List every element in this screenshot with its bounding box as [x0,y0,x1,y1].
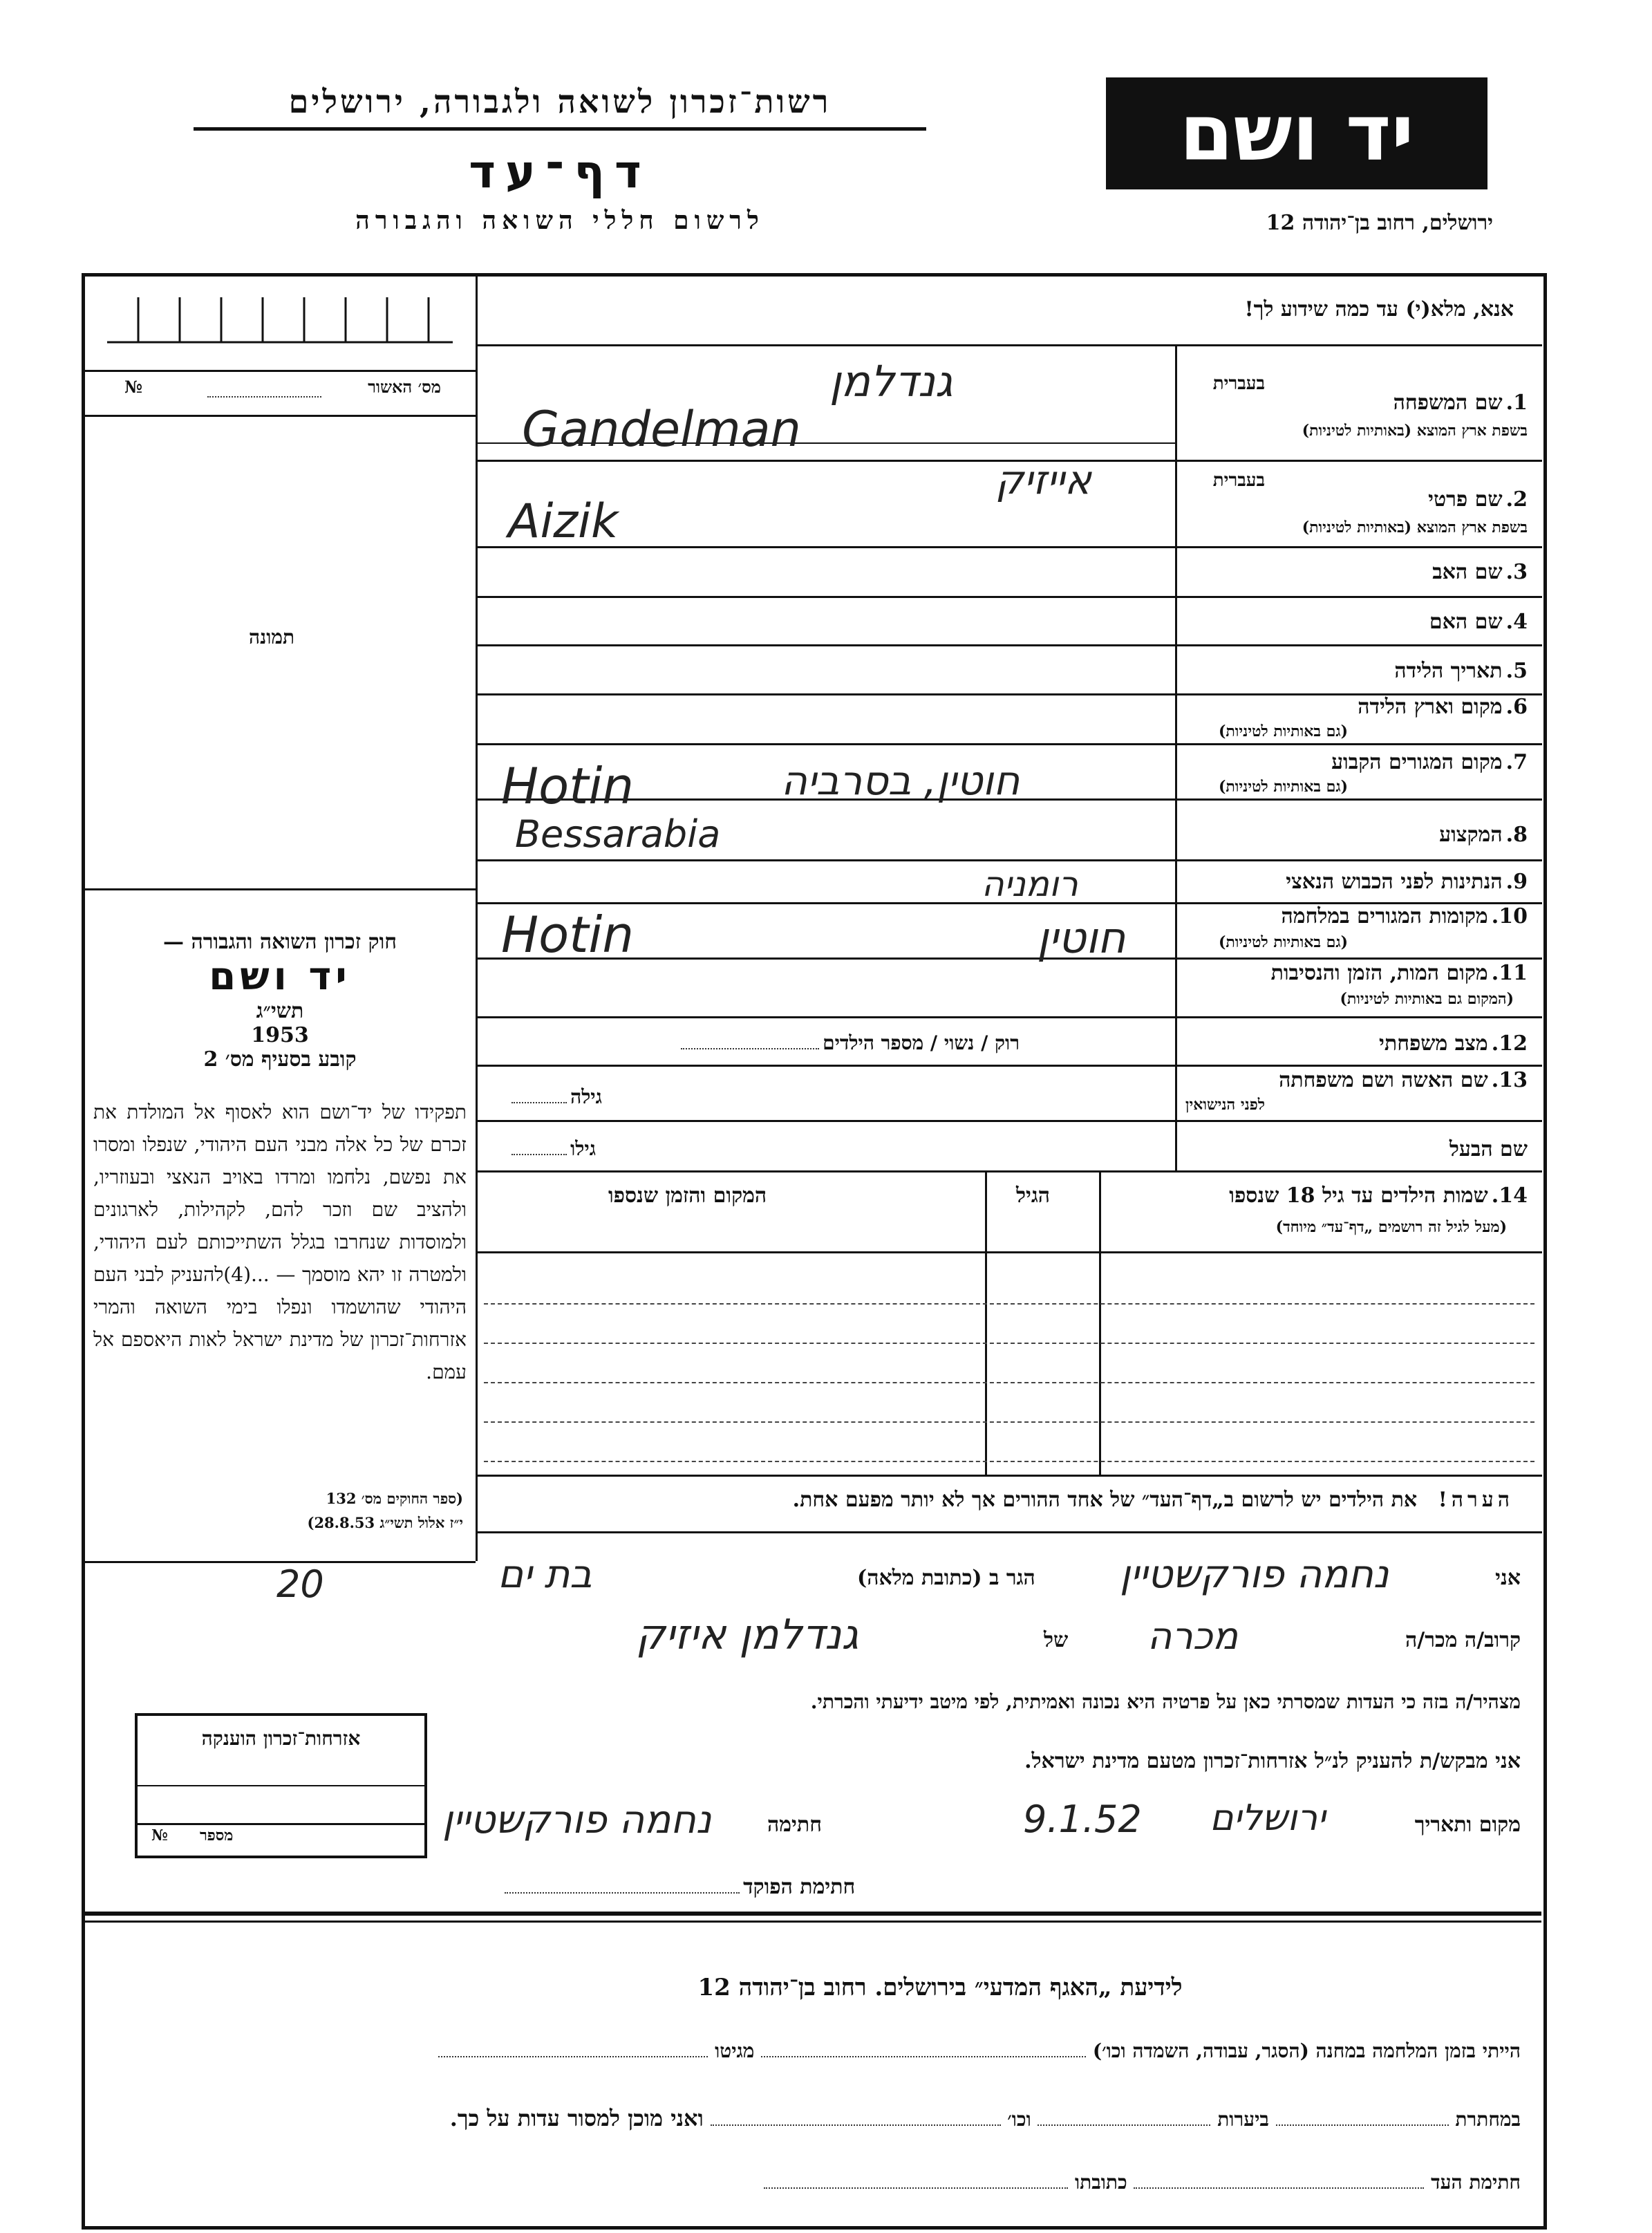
field-4-label [1429,610,1528,634]
f10-label: מקומות המגורים במלחמה [1281,904,1488,928]
footer-ghetto-field[interactable] [438,2056,708,2057]
footer-witness-signature-label: חתימת העד [1431,2171,1521,2194]
registry-divider-top [83,370,476,372]
f4-label: שם האם [1429,610,1503,634]
f4-num: 4. [1505,610,1528,634]
f6-label: מקום וארץ הלידה [1358,695,1503,719]
request-row-divider [476,344,1542,346]
child-row-1[interactable] [484,1265,1534,1305]
marital-status-options[interactable] [681,1031,1020,1055]
child-row-3[interactable] [484,1344,1534,1383]
header-address: ירושלים, רחוב בן־יהודה 12 [1266,211,1493,235]
decl-place-date-label: מקום ותאריך [1414,1813,1521,1837]
wife-age-label: גילה [570,1085,602,1108]
field-6-label [1358,695,1528,719]
decl-address-suffix[interactable]: 20 [276,1562,324,1606]
certificate-number-label: מספר [200,1826,234,1844]
husband-age-field[interactable] [511,1137,596,1161]
row-line-4 [476,644,1542,646]
row-line-10 [476,957,1542,960]
f9-value-hebrew[interactable]: רומניה [982,864,1078,904]
f2-value-latin[interactable]: Aizik [508,494,619,549]
note-top [476,1475,1542,1477]
footer-forests-label: ביערות [1217,2108,1269,2131]
footer-line-3 [764,2171,1521,2194]
field-13-label [1279,1068,1528,1092]
registry-divider-bottom [83,415,476,417]
request-line: אנא, מלא(י) עד כמה שידוע לך! [1244,297,1514,321]
f7-num: 7. [1505,750,1528,774]
field-5-label [1394,659,1528,683]
f7-value-latin[interactable]: Hotin [501,757,635,815]
footer-divider-2 [83,1921,1541,1923]
f1-label: שם המשפחה [1393,391,1503,415]
f12-num: 12. [1491,1031,1528,1056]
registry-no-sign: № [124,377,143,397]
footer-forests-field[interactable] [1038,2124,1210,2126]
registry-number-field[interactable] [207,387,321,400]
child-row-2[interactable] [484,1305,1534,1344]
f10-sub: (גם באותיות לטיניות) [1218,933,1348,951]
f1-value-latin[interactable]: Gandelman [522,401,801,458]
f11-num: 11. [1491,961,1528,985]
field-3-label [1432,560,1528,584]
footer-address-field[interactable] [764,2187,1068,2189]
f13-sub: לפני הנישואין [1185,1096,1265,1114]
decl-date-value[interactable]: 9.1.52 [1023,1797,1142,1841]
footer-camp-field[interactable] [761,2056,1086,2057]
decl-statement: מצהיר/ה בזה כי העדות שמסרתי כאן על פרטיה היא נכונה ואמיתית, לפי מיטב ידיעתי והכרתי. [810,1690,1521,1713]
f2-label: שם פרטי [1428,487,1503,512]
certificate-title: אזרחות־זכרון הוענקה [201,1727,361,1750]
law-source-1: (ספר החוקים מס׳ 132 [326,1490,463,1507]
f14-label: שמות הילדים עד גיל 18 שנספו [1229,1184,1488,1208]
left-column-divider [476,275,478,1561]
law-year-he: תשי״ג [256,999,304,1023]
footer-camp-label: הייתי בזמן המלחמה במחנה (הסגר, עבודה, השמדה וכו׳) [1092,2039,1521,2062]
certificate-no-sign: № [151,1826,168,1844]
row-line-2 [476,546,1542,548]
decl-residing: הגר ב (כתובת מלאה) [857,1566,1035,1590]
husband-label: שם הבעל [1449,1137,1528,1161]
footer-ghetto-label: מגיטו [715,2039,755,2062]
row-line-8 [476,859,1542,861]
f11-label: מקום המות, הזמן והנסיבות [1270,961,1488,985]
decl-address-value[interactable]: בת ים [498,1552,592,1597]
official-signature-label: חתימת הפוקד [743,1875,856,1899]
form-subtitle: לרשום חללי השואה והגבורה [355,206,764,235]
wife-age-field[interactable] [511,1085,602,1109]
children-rows[interactable] [484,1265,1534,1462]
field-2-label [1428,487,1528,512]
f10-value-hebrew[interactable]: חוטין [1037,913,1126,963]
footer-line-1 [438,2039,1521,2063]
footer-address-label: כתובתו [1075,2171,1127,2194]
f5-label: תאריך הלידה [1394,659,1503,683]
f9-label: הנתינות לפני הכבוש הנאצי [1286,870,1503,894]
footer-divider [83,1912,1541,1916]
f10-num: 10. [1491,904,1528,928]
f3-num: 3. [1505,560,1528,584]
children-age-header: הגיל [1016,1184,1051,1208]
f1-hebrew-tag: בעברית [1212,373,1265,394]
photo-divider [83,888,476,890]
field-11-label [1271,961,1528,985]
f8-num: 8. [1505,823,1528,847]
note-row [793,1488,1514,1512]
field-14-label [1229,1184,1528,1208]
children-place-header: המקום והזמן שנספו [608,1184,767,1208]
row-line-3 [476,596,1542,598]
footer-title: לידיעת „האגף המדעי״ בירושלים. רחוב בן־יהודה 12 [697,1974,1183,2001]
authority-title: רשות־זכרון לשואה ולגבורה, ירושלים [194,83,926,131]
registry-label: מס׳ האשור [368,377,441,397]
children-table-top [476,1170,1542,1172]
decl-signature-label: חתימה [767,1813,822,1837]
note-text: את הילדים יש לרשום ב„דף־העד״ של אחד ההורים אך לא יותר מפעם אחת. [792,1488,1418,1512]
field-12-label [1379,1031,1528,1056]
row-line-6 [476,743,1542,745]
yad-vashem-logo: יד ושם [1106,77,1487,189]
tick-boxes-graphic [104,290,456,346]
f8-label: המקצוע [1439,823,1503,847]
law-year: 1953 [251,1023,309,1047]
law-source-2: י״ז אלול תשי״ג 28.8.53) [307,1514,463,1531]
f13-label: שם האשה ושם משפחתה [1279,1068,1488,1092]
f7-label: מקום המגורים הקבוע [1331,750,1503,774]
f2-value-hebrew[interactable]: אייזיק [995,456,1091,503]
law-title: חוק זכרון השואה והגבורה — [163,930,397,954]
form-title: דף־עד [469,145,651,198]
marital-options-text: רוק / נשוי / מספר הילדים [823,1031,1020,1054]
decl-ani: אני [1495,1566,1521,1590]
child-row-4[interactable] [484,1383,1534,1423]
f14-num: 14. [1491,1184,1528,1208]
decl-of: של [1044,1628,1069,1652]
decl-signature-value[interactable]: נחמה פורקשטיין [442,1797,712,1842]
f13-num: 13. [1491,1068,1528,1092]
f12-label: מצב משפחתי [1379,1031,1488,1056]
registry-tick-boxes [104,290,456,346]
f11-sub: (המקום גם באותיות לטיניות) [1340,990,1514,1008]
row-line-12 [476,1065,1542,1067]
f7-sub: (גם באותיות לטיניות) [1218,778,1348,796]
decl-name-value[interactable]: נחמה פורקשטיין [1120,1552,1389,1597]
field-7-label [1331,750,1528,774]
f7-value-latin2[interactable]: Bessarabia [515,812,721,856]
husband-age-label: גילו [570,1137,596,1160]
footer-underground-field[interactable] [1276,2124,1449,2126]
decl-relation-value[interactable]: מכרה [1147,1614,1238,1658]
law-name: יד ושם [209,954,351,999]
row-line-13 [476,1120,1542,1122]
f6-num: 6. [1505,695,1528,719]
official-signature-row[interactable] [505,1875,855,1899]
field-8-label [1439,823,1528,847]
decl-relative: קרוב/ה מכר/ה [1405,1628,1521,1652]
f5-num: 5. [1505,659,1528,683]
row-line-11 [476,1016,1542,1018]
f2-sub: בשפת ארץ המוצא (באותיות לטיניות) [1302,518,1528,536]
law-box [90,930,470,1072]
note-bottom [476,1531,1542,1533]
f2-hebrew-tag: בעברית [1212,470,1265,491]
field-10-label [1282,904,1528,928]
children-count-field[interactable] [681,1048,819,1049]
f9-num: 9. [1505,870,1528,894]
f3-label: שם האב [1432,560,1503,584]
f6-sub: (גם באותיות לטיניות) [1218,722,1348,740]
label-column-divider [1175,344,1177,1170]
f1-num: 1. [1505,391,1528,415]
children-header-divider [476,1251,1542,1253]
decl-of-value[interactable]: גנדלמן איזיק [636,1611,859,1659]
decl-place-value[interactable]: ירושלים [1210,1797,1326,1839]
f1-value-hebrew[interactable]: גנדלמן [829,356,953,407]
law-clause: קובע בסעיף מס׳ 2 [203,1047,357,1072]
child-row-5[interactable] [484,1423,1534,1462]
footer-underground-label: במחתרת [1455,2108,1521,2131]
certificate-box [135,1713,427,1858]
field-9-label [1286,870,1528,894]
field-1-label [1393,391,1528,415]
f1-sub: בשפת ארץ המוצא (באותיות לטיניות) [1302,422,1528,440]
f2-num: 2. [1505,487,1528,512]
f10-value-latin[interactable]: Hotin [501,906,635,964]
f14-sub: (מעל לגיל זה רושמים „דף־עד״ מיוחד) [1275,1218,1507,1236]
note-label: הערה! [1438,1488,1514,1512]
footer-witness-signature-field[interactable] [1134,2187,1424,2189]
photo-label: תמונה [249,626,295,648]
footer-etc-label: וכו׳ [1007,2108,1031,2131]
footer-etc-field[interactable] [711,2124,1001,2126]
decl-request-line: אני מבקש/ת להעניק לנ״ל אזרחות־זכרון מטעם מדינת ישראל. [1024,1749,1521,1773]
footer-line-2 [450,2105,1521,2131]
law-text: תפקידו של יד־ושם הוא לאסוף אל המולדת את זכרם של כל אלה מבני העם היהודי, שנפלו ומסרו את נפשם, נלחמו ומרדו באויב הנאצי ובעוזריו, ולהציב שם וזכר להם, לקהילות, לארגונים ולמוסדות שנחרבו בגלל השתייכותם לעם היהודי, ולמטרה זו יהא מוסמך — ...(4)להעניק לבני העם היהודי שהושמדו ונפלו בימי השואה והמרי אזרחות־זכרון של מדינת ישראל לאות היאספם אל עמם. [93,1101,467,1383]
f7-value-hebrew[interactable]: חוטין, בסרביה [781,757,1020,804]
footer-ready-text: ואני מוכן למסור עדות על כך. [449,2105,704,2131]
